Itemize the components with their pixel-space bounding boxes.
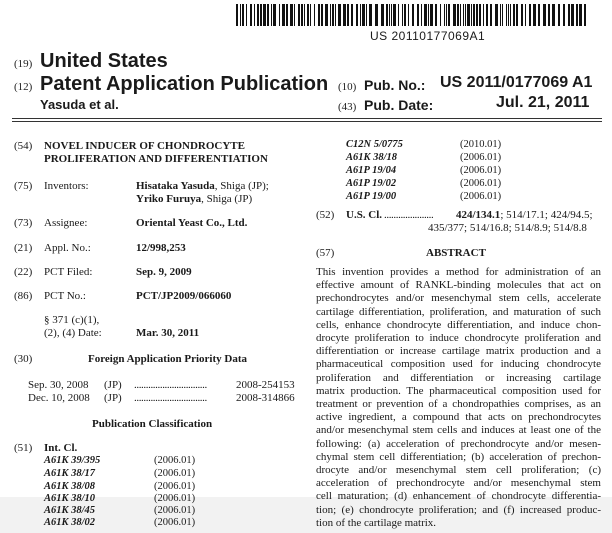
- barcode-bar: [404, 4, 406, 26]
- barcode-bar: [516, 4, 518, 26]
- barcode-bar: [568, 4, 570, 26]
- barcode-bar: [389, 4, 390, 26]
- pub-date-label: Pub. Date:: [364, 97, 434, 113]
- barcode-bar: [338, 4, 341, 26]
- pct-no-label: PCT No.:: [44, 290, 86, 302]
- barcode-bar: [538, 4, 540, 26]
- barcode-bar: [435, 4, 437, 26]
- inventors-code: (75): [14, 180, 33, 192]
- barcode-bar: [332, 4, 334, 26]
- intcl-code: (51): [14, 442, 33, 454]
- pct-no-code: (86): [14, 290, 33, 302]
- barcode-bar: [381, 4, 384, 26]
- intcl-year-1: (2006.01): [154, 455, 196, 466]
- appl-code: (21): [14, 242, 33, 254]
- code-43: (43): [338, 101, 357, 113]
- pub-date: Jul. 21, 2011: [496, 94, 590, 111]
- applicant-short: Yasuda et al.: [40, 97, 119, 112]
- barcode-bar: [267, 4, 269, 26]
- barcode-bar: [579, 4, 582, 26]
- abstract-line: drocyte and/or mesenchymal stem cell proliferation; (c): [316, 464, 601, 477]
- barcode-bar: [260, 4, 262, 26]
- pct-no: PCT/JP2009/066060: [136, 290, 232, 302]
- barcode-bar: [440, 4, 441, 26]
- abstract-line: prechondrocytes and/or mesenchymal stem cells, accelerate: [316, 292, 601, 305]
- inventor-2-location: , Shiga (JP): [201, 193, 253, 205]
- barcode-bar: [360, 4, 361, 26]
- barcode-bar: [375, 4, 378, 26]
- barcode-bar: [335, 4, 336, 26]
- rclass-year-1: (2010.01): [460, 139, 502, 150]
- uscl-main: 424/134.1: [456, 209, 501, 221]
- abstract-line: matrix production. The pharmaceutical composition used for: [316, 384, 601, 397]
- barcode-bar: [576, 4, 578, 26]
- barcode-bar: [356, 4, 358, 26]
- header-rule-thin: [12, 121, 602, 122]
- barcode-bar: [510, 4, 511, 26]
- appl-label: Appl. No.:: [44, 242, 91, 254]
- priority-date-2: Dec. 10, 2008: [28, 392, 90, 404]
- intcl-code-3: A61K 38/08: [44, 481, 96, 492]
- barcode-bar: [486, 4, 488, 26]
- assignee-label: Assignee:: [44, 217, 88, 229]
- foreign-heading: Foreign Application Priority Data: [88, 353, 247, 365]
- abstract-line: proliferation and differentiation or increasing cartilage: [316, 371, 601, 384]
- inventor-2: [136, 193, 252, 205]
- rclass-year-5: (2006.01): [460, 191, 502, 202]
- barcode-bar: [444, 4, 445, 26]
- barcode-bar: [246, 4, 247, 26]
- abstract-line: drocyte proliferation to induce chondrocyte proliferation and: [316, 332, 601, 345]
- priority-country-1: (JP): [104, 379, 122, 391]
- uscl-rest: ; 514/17.1; 424/94.5;: [500, 209, 593, 221]
- barcode-bar: [521, 4, 523, 26]
- barcode-bar: [351, 4, 353, 26]
- assignee-code: (73): [14, 217, 33, 229]
- inventor-1-name: Hisataka Yasuda: [136, 180, 215, 192]
- barcode-bar: [254, 4, 255, 26]
- barcode-bar: [386, 4, 388, 26]
- intcl-year-2: (2006.01): [154, 468, 196, 479]
- priority-number-1: 2008-254153: [236, 379, 295, 391]
- barcode-bar: [286, 4, 288, 26]
- barcode-bar: [500, 4, 501, 26]
- barcode-bar: [294, 4, 295, 26]
- rclass-code-1: C12N 5/0775: [346, 139, 403, 150]
- barcode-bar: [483, 4, 484, 26]
- abstract-code: (57): [316, 247, 335, 259]
- barcode-bar: [513, 4, 515, 26]
- barcode-bar: [301, 4, 303, 26]
- priority-dots-1: ...............................: [134, 379, 207, 391]
- barcode-bar: [402, 4, 403, 26]
- barcode-bar: [421, 4, 422, 26]
- intcl-year-5: (2006.01): [154, 505, 196, 516]
- assignee: Oriental Yeast Co., Ltd.: [136, 217, 248, 229]
- barcode-bar: [273, 4, 276, 26]
- barcode-bar: [508, 4, 509, 26]
- intcl-year-3: (2006.01): [154, 481, 196, 492]
- barcode-bar: [479, 4, 481, 26]
- intcl-code-4: A61K 38/10: [44, 493, 96, 504]
- barcode-bar: [318, 4, 320, 26]
- code-19: (19): [14, 58, 33, 70]
- abstract-line: and/or mesenchymal stem cells and induces at least one of the: [316, 424, 601, 437]
- barcode-bar: [271, 4, 272, 26]
- title-code: (54): [14, 140, 33, 152]
- abstract-line: treatment or prevention of a chondropathies comprises, as an: [316, 398, 601, 411]
- pub-class-heading: Publication Classification: [92, 418, 213, 430]
- barcode-bar: [279, 4, 280, 26]
- barcode-bar: [460, 4, 461, 26]
- barcode-bar: [529, 4, 531, 26]
- barcode: [236, 4, 592, 26]
- abstract-line: cartilage differentiation, proliferation, and maturation of such: [316, 305, 601, 318]
- barcode-bar: [571, 4, 574, 26]
- uscl-line-1: [456, 209, 593, 221]
- barcode-bar: [430, 4, 433, 26]
- barcode-number: US 20110177069A1: [370, 29, 486, 43]
- abstract-line: effective amount of RANKL-binding molecules that act on: [316, 279, 601, 292]
- barcode-bar: [525, 4, 526, 26]
- barcode-bar: [325, 4, 328, 26]
- barcode-bar: [250, 4, 252, 26]
- barcode-bar: [236, 4, 238, 26]
- priority-country-2: (JP): [104, 392, 122, 404]
- priority-date-1: Sep. 30, 2008: [28, 379, 89, 391]
- pub-no-label: Pub. No.:: [364, 77, 426, 93]
- code-10: (10): [338, 81, 357, 93]
- rclass-year-2: (2006.01): [460, 152, 502, 163]
- s371-date: Mar. 30, 2011: [136, 327, 200, 339]
- intcl-code-6: A61K 38/02: [44, 517, 96, 528]
- pct-filed-code: (22): [14, 266, 33, 278]
- inventor-1: [136, 180, 269, 192]
- barcode-bar: [495, 4, 498, 26]
- barcode-bar: [428, 4, 429, 26]
- rclass-year-3: (2006.01): [460, 165, 502, 176]
- barcode-bar: [476, 4, 478, 26]
- barcode-bar: [417, 4, 419, 26]
- barcode-bar: [453, 4, 456, 26]
- intcl-code-1: A61K 39/395: [44, 455, 101, 466]
- rclass-code-5: A61P 19/00: [346, 191, 397, 202]
- uscl-code: (52): [316, 209, 335, 221]
- barcode-bar: [412, 4, 414, 26]
- barcode-bar: [558, 4, 560, 26]
- barcode-bar: [457, 4, 459, 26]
- abstract-heading: ABSTRACT: [426, 247, 486, 259]
- barcode-bar: [290, 4, 293, 26]
- abstract-line: tion; (e) chondrocyte proliferation; and (f) increased produc-: [316, 503, 601, 516]
- country: United States: [40, 50, 168, 72]
- header-rule: [12, 118, 602, 119]
- barcode-bar: [473, 4, 475, 26]
- barcode-bar: [467, 4, 470, 26]
- abstract-line: cells, enhance chondrocyte differentiation, and induce chon-: [316, 318, 601, 331]
- barcode-bar: [448, 4, 450, 26]
- uscl-dots: .....................: [384, 209, 434, 221]
- abstract-line: differentiation or increase cartilage matrix production and a: [316, 345, 601, 358]
- barcode-bar: [471, 4, 472, 26]
- doc-type: Patent Application Publication: [40, 73, 329, 95]
- priority-dots-2: ...............................: [134, 392, 207, 404]
- s371-line-2: (2), (4) Date:: [44, 327, 102, 339]
- title-line-2: PROLIFERATION AND DIFFERENTIATION: [44, 153, 268, 165]
- code-12: (12): [14, 81, 33, 93]
- priority-number-2: 2008-314866: [236, 392, 295, 404]
- intcl-year-6: (2006.01): [154, 517, 196, 528]
- barcode-bar: [463, 4, 464, 26]
- inventors-label: Inventors:: [44, 180, 89, 192]
- abstract-line: cell maturation; (d) enhancement of chondrocyte differentia-: [316, 490, 601, 503]
- barcode-bar: [304, 4, 305, 26]
- pub-no: US 2011/0177069 A1: [440, 74, 593, 91]
- barcode-bar: [362, 4, 365, 26]
- intcl-code-2: A61K 38/17: [44, 468, 96, 479]
- barcode-bar: [533, 4, 536, 26]
- abstract-line: tion of the cartilage matrix.: [316, 516, 437, 529]
- abstract-body: [316, 266, 601, 530]
- rclass-code-4: A61P 19/02: [346, 178, 397, 189]
- barcode-bar: [502, 4, 503, 26]
- pct-filed-label: PCT Filed:: [44, 266, 93, 278]
- inventor-2-name: Yriko Furuya: [136, 193, 202, 205]
- intcl-label: Int. Cl.: [44, 442, 78, 454]
- barcode-bar: [398, 4, 399, 26]
- barcode-bar: [584, 4, 586, 26]
- barcode-bar: [369, 4, 372, 26]
- barcode-bar: [310, 4, 311, 26]
- barcode-bar: [242, 4, 244, 26]
- barcode-bar: [307, 4, 309, 26]
- barcode-bar: [257, 4, 259, 26]
- barcode-bar: [552, 4, 555, 26]
- abstract-line: This invention provides a method for administration of an: [316, 266, 601, 278]
- uscl-label: U.S. Cl.: [346, 209, 383, 221]
- foreign-code: (30): [14, 353, 33, 365]
- barcode-bar: [465, 4, 466, 26]
- barcode-bar: [548, 4, 550, 26]
- abstract-line: following: (a) acceleration of prechondrocyte and/or mesen-: [316, 437, 601, 450]
- barcode-bar: [347, 4, 349, 26]
- s371-line-1: § 371 (c)(1),: [44, 314, 100, 326]
- abstract-line: chymal stem cell differentiation; (b) acceleration of prechon-: [316, 450, 601, 463]
- intcl-code-5: A61K 38/45: [44, 505, 96, 516]
- intcl-year-4: (2006.01): [154, 493, 196, 504]
- barcode-bar: [446, 4, 447, 26]
- barcode-bar: [366, 4, 367, 26]
- barcode-bar: [543, 4, 546, 26]
- barcode-bar: [314, 4, 315, 26]
- rclass-code-2: A61K 38/18: [346, 152, 398, 163]
- abstract-line: acceleration of prechondrocyte and/or mesenchymal stem: [316, 477, 601, 490]
- inventor-1-location: , Shiga (JP);: [214, 180, 269, 192]
- barcode-bar: [391, 4, 392, 26]
- barcode-bar: [321, 4, 323, 26]
- abstract-line: pharmaceutical composition used for inducing chondrocyte: [316, 358, 601, 371]
- barcode-bar: [563, 4, 565, 26]
- barcode-bar: [408, 4, 409, 26]
- pct-filed: Sep. 9, 2009: [136, 266, 192, 278]
- barcode-bar: [240, 4, 241, 26]
- rclass-year-4: (2006.01): [460, 178, 502, 189]
- title-line-1: NOVEL INDUCER OF CHONDROCYTE: [44, 140, 245, 152]
- uscl-line-2: 435/377; 514/16.8; 514/8.9; 514/8.8: [428, 222, 587, 234]
- barcode-bar: [343, 4, 346, 26]
- rclass-code-3: A61P 19/04: [346, 165, 397, 176]
- appl-no: 12/998,253: [136, 242, 186, 254]
- barcode-bar: [282, 4, 285, 26]
- barcode-bar: [330, 4, 331, 26]
- barcode-bar: [393, 4, 396, 26]
- barcode-bar: [263, 4, 266, 26]
- barcode-bar: [298, 4, 300, 26]
- barcode-bar: [490, 4, 492, 26]
- abstract-line: active ingredient, a compound that acts on prechondrocytes: [316, 411, 601, 424]
- barcode-bar: [424, 4, 427, 26]
- barcode-bar: [506, 4, 507, 26]
